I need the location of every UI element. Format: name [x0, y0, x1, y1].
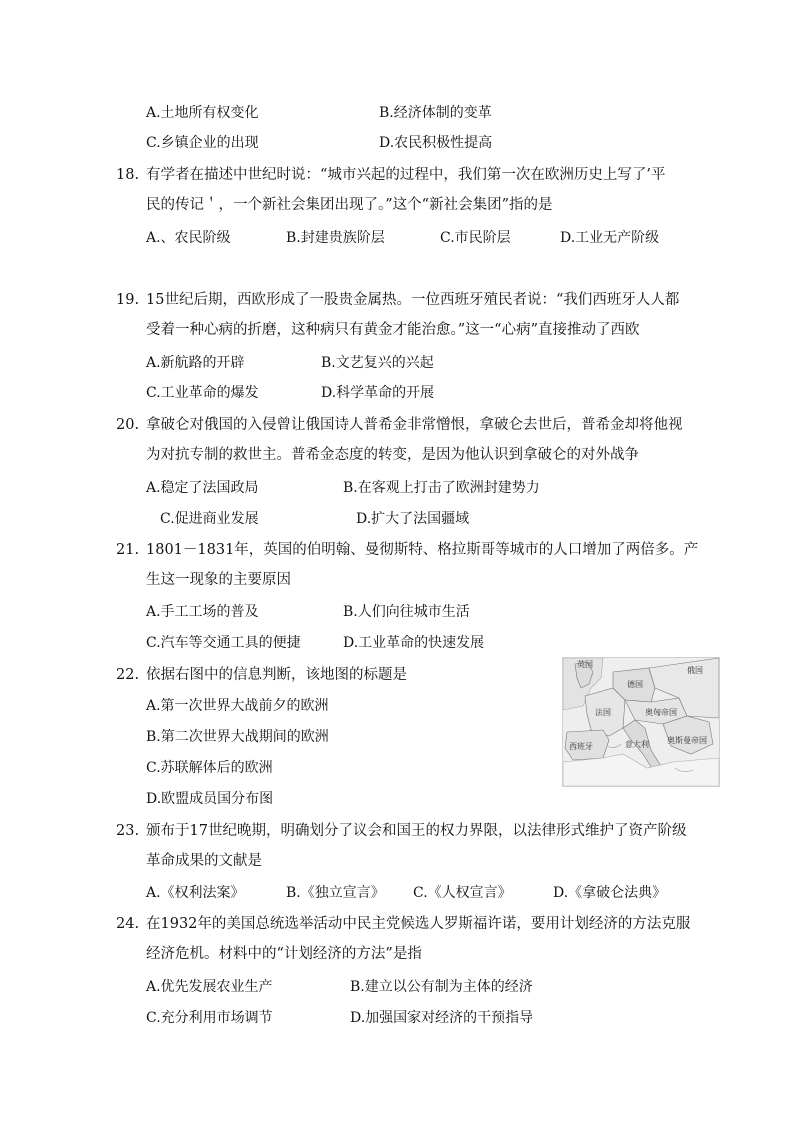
- q22-option-b: B.第二次世界大战期间的欧洲: [146, 729, 329, 745]
- q17-option-c: C.乡镇企业的出现: [146, 135, 259, 151]
- q23-option-d: D.《拿破仑法典》: [553, 885, 667, 901]
- q18-stem-line-1: 有学者在描述中世纪时说：“城市兴起的过程中，我们第一次在欧洲历史上写了’平: [146, 167, 666, 183]
- question-number-21: 21.: [116, 542, 140, 558]
- q18-option-c: C.市民阶层: [440, 230, 511, 246]
- q19-option-a: A.新航路的开辟: [146, 355, 245, 371]
- q21-stem-line-2: 生这一现象的主要原因: [146, 572, 291, 588]
- q23-option-a: A.《权利法案》: [146, 885, 245, 901]
- map-label-austria-hungary: 奥匈帝国: [645, 708, 677, 717]
- q19-option-c: C.工业革命的爆发: [146, 385, 259, 401]
- q19-stem-line-1: 15世纪后期，西欧形成了一股贵金属热。一位西班牙殖民者说：“我们西班牙人人都: [146, 292, 680, 308]
- q24-option-a: A.优先发展农业生产: [146, 979, 273, 995]
- q21-option-c: C.汽车等交通工具的便捷: [146, 635, 301, 651]
- question-number-24: 24.: [116, 916, 140, 932]
- q22-option-d: D.欧盟成员国分布图: [146, 791, 274, 807]
- q20-option-a: A.稳定了法国政局: [146, 480, 259, 496]
- q22-option-a: A.第一次世界大战前夕的欧洲: [146, 698, 329, 714]
- q23-stem-line-2: 革命成果的文献是: [146, 853, 262, 869]
- q20-option-d: D.扩大了法国疆域: [356, 511, 470, 527]
- europe-map-figure: [562, 657, 720, 787]
- q17-option-b: B.经济体制的变革: [379, 105, 492, 121]
- q17-option-a: A.土地所有权变化: [146, 105, 259, 121]
- map-label-ottoman: 奥斯曼帝国: [667, 736, 707, 745]
- q24-option-b: B.建立以公有制为主体的经济: [350, 979, 533, 995]
- q20-stem-line-2: 为对抗专制的救世主。普希金态度的转变，是因为他认识到拿破仑的对外战争: [146, 447, 639, 463]
- q21-stem-line-1: 1801－1831年，英国的伯明翰、曼彻斯特、格拉斯哥等城市的人口增加了两倍多。产: [146, 542, 699, 558]
- map-label-uk: 英国: [577, 660, 593, 669]
- map-label-france: 法国: [595, 708, 611, 717]
- q17-option-d: D.农民积极性提高: [379, 135, 493, 151]
- map-label-russia: 俄国: [687, 666, 703, 675]
- question-number-23: 23.: [116, 823, 140, 839]
- q21-option-d: D.工业革命的快速发展: [343, 635, 485, 651]
- q20-option-b: B.在客观上打击了欧洲封建势力: [343, 480, 540, 496]
- q22-stem-line-1: 依据右图中的信息判断，该地图的标题是: [146, 667, 407, 683]
- question-number-18: 18.: [116, 167, 140, 183]
- q23-stem-line-1: 颁布于17世纪晚期，明确划分了议会和国王的权力界限，以法律形式维护了资产阶级: [146, 823, 687, 839]
- map-graphic: [563, 658, 719, 786]
- map-label-spain: 西班牙: [569, 742, 593, 751]
- map-label-germany: 德国: [627, 680, 643, 689]
- q19-option-b: B.文艺复兴的兴起: [321, 355, 434, 371]
- q24-stem-line-2: 经济危机。材料中的“计划经济的方法”是指: [146, 946, 422, 962]
- q18-option-a: A.、农民阶级: [146, 230, 231, 246]
- map-label-italy: 意大利: [625, 740, 649, 749]
- q24-option-c: C.充分利用市场调节: [146, 1010, 273, 1026]
- question-number-22: 22.: [116, 667, 140, 683]
- q19-stem-line-2: 受着一种心病的折磨，这种病只有黄金才能治愈。”这一“心病”直接推动了西欧: [146, 322, 640, 338]
- q20-option-c: C.促进商业发展: [160, 511, 259, 527]
- q23-option-b: B.《独立宣言》: [286, 885, 385, 901]
- q24-stem-line-1: 在1932年的美国总统选举活动中民主党候选人罗斯福许诺，要用计划经济的方法克服: [146, 916, 691, 932]
- q21-option-a: A.手工工场的普及: [146, 604, 259, 620]
- q19-option-d: D.科学革命的开展: [321, 385, 435, 401]
- q21-option-b: B.人们向往城市生活: [343, 604, 470, 620]
- question-number-20: 20.: [116, 417, 140, 433]
- q24-option-d: D.加强国家对经济的干预指导: [350, 1010, 534, 1026]
- q20-stem-line-1: 拿破仑对俄国的入侵曾让俄国诗人普希金非常憎恨，拿破仑去世后，普希金却将他视: [146, 417, 683, 433]
- q18-option-b: B.封建贵族阶层: [286, 230, 385, 246]
- question-number-19: 19.: [116, 292, 140, 308]
- q23-option-c: C.《人权宣言》: [413, 885, 512, 901]
- q22-option-c: C.苏联解体后的欧洲: [146, 760, 273, 776]
- q18-stem-line-2: 民的传记＇，一个新社会集团出现了。”这个“新社会集团”指的是: [146, 197, 553, 213]
- q18-option-d: D.工业无产阶级: [560, 230, 660, 246]
